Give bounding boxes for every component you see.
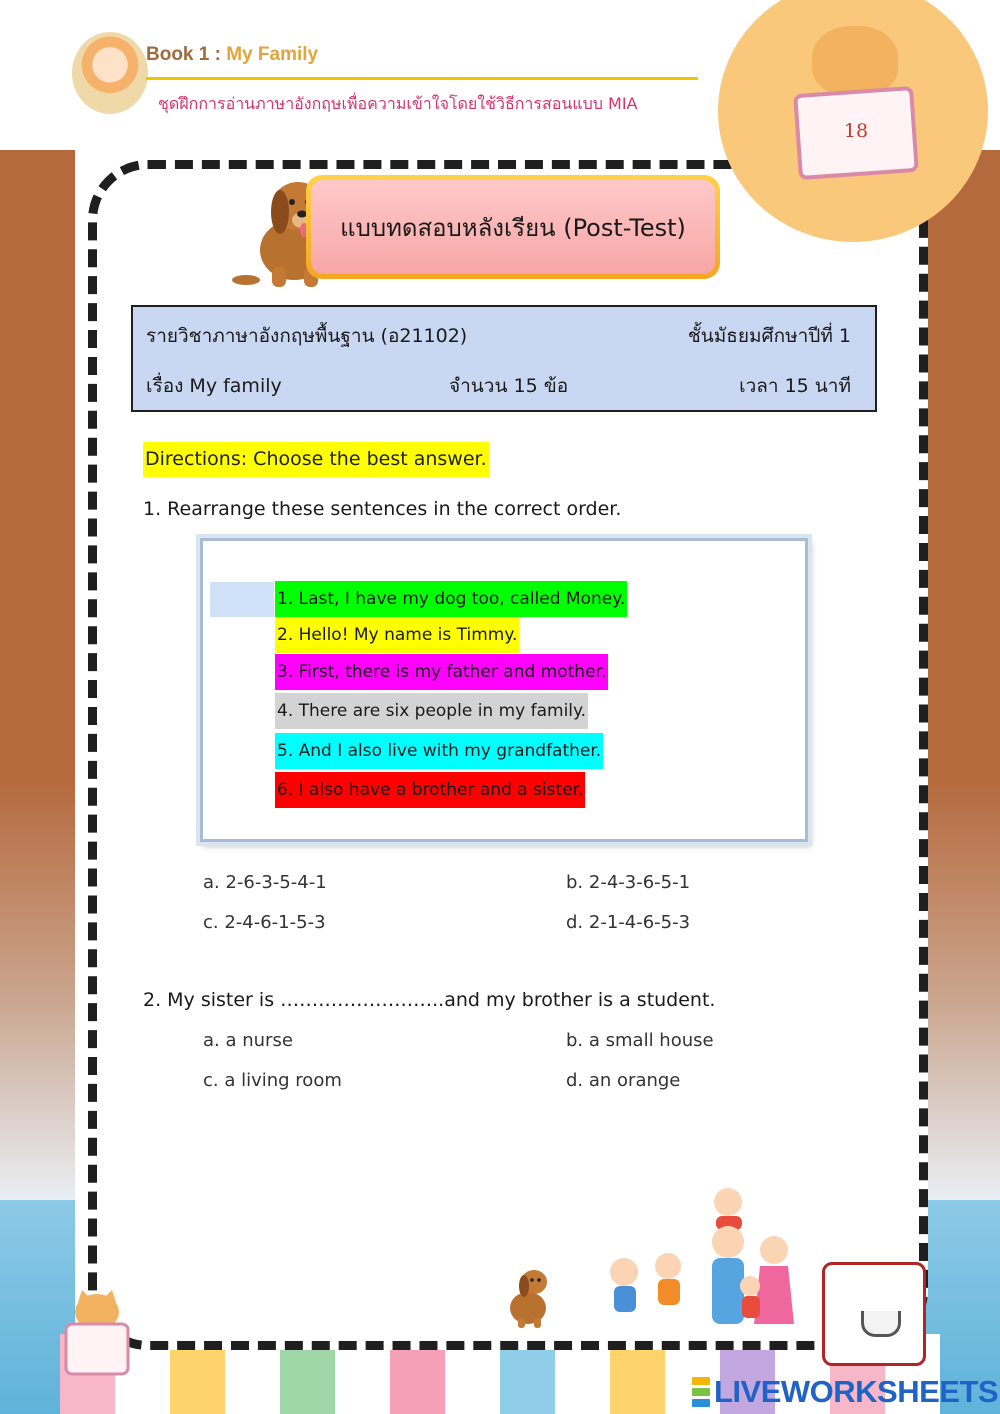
coffee-cup-card xyxy=(822,1262,926,1366)
family-illustration-icon xyxy=(588,1180,818,1330)
cat-icon xyxy=(812,26,898,96)
q2-option-d[interactable]: d. an orange xyxy=(566,1070,681,1091)
sentence-5: 5. And I also live with my grandfather. xyxy=(275,733,603,769)
sentence-3: 3. First, there is my father and mother. xyxy=(275,654,608,690)
header-divider xyxy=(146,77,698,80)
book-heading xyxy=(146,44,318,66)
header-subtitle: ชุดฝึกการอ่านภาษาอังกฤษเพื่อความเข้าใจโดยใช้วิธีการสอนแบบ MIA xyxy=(158,94,638,113)
watermark-text: LIVEWORKSHEETS xyxy=(714,1374,999,1409)
grade-label: ชั้นมัธยมศึกษาปีที่ 1 xyxy=(687,325,851,347)
question-2-text: 2. My sister is ……………………..and my brother is a student. xyxy=(143,989,716,1011)
right-brown-stripe xyxy=(925,150,1000,1200)
coffee-cup-icon xyxy=(861,1311,901,1337)
book-label: Book 1 : xyxy=(146,44,221,65)
question-count-label: จำนวน 15 ข้อ xyxy=(449,375,569,397)
girl-avatar-icon xyxy=(72,32,148,114)
page-number: 18 xyxy=(843,120,869,142)
small-dog-icon xyxy=(498,1266,556,1328)
time-label: เวลา 15 นาที xyxy=(739,375,851,397)
left-brown-stripe xyxy=(0,150,75,1200)
liveworksheets-logo-icon xyxy=(692,1377,710,1407)
q2-option-c[interactable]: c. a living room xyxy=(203,1070,342,1091)
course-info-box xyxy=(131,305,877,412)
corner-cat-icon xyxy=(62,1290,132,1390)
book-title: My Family xyxy=(226,44,319,65)
liveworksheets-watermark xyxy=(692,1374,998,1410)
q1-option-a[interactable]: a. 2-6-3-5-4-1 xyxy=(203,872,327,893)
post-test-banner xyxy=(306,175,720,279)
topic-label: เรื่อง My family xyxy=(146,375,282,397)
q1-option-d[interactable]: d. 2-1-4-6-5-3 xyxy=(566,912,691,933)
q1-option-c[interactable]: c. 2-4-6-1-5-3 xyxy=(203,912,326,933)
sentence-6: 6. I also have a brother and a sister. xyxy=(275,772,585,808)
q1-option-b[interactable]: b. 2-4-3-6-5-1 xyxy=(566,872,691,893)
banner-title: แบบทดสอบหลังเรียน (Post-Test) xyxy=(311,180,715,274)
sentence-4: 4. There are six people in my family. xyxy=(275,693,588,729)
directions: Directions: Choose the best answer. xyxy=(143,442,489,477)
subject-label: รายวิชาภาษาอังกฤษพื้นฐาน (อ21102) xyxy=(146,325,468,347)
q2-option-a[interactable]: a. a nurse xyxy=(203,1030,293,1051)
question-1-text: 1. Rearrange these sentences in the correct order. xyxy=(143,498,622,520)
sentence-2: 2. Hello! My name is Timmy. xyxy=(275,617,519,653)
sentence-box-tab xyxy=(210,582,274,617)
q2-option-b[interactable]: b. a small house xyxy=(566,1030,714,1051)
sentence-1: 1. Last, I have my dog too, called Money. xyxy=(275,581,627,617)
